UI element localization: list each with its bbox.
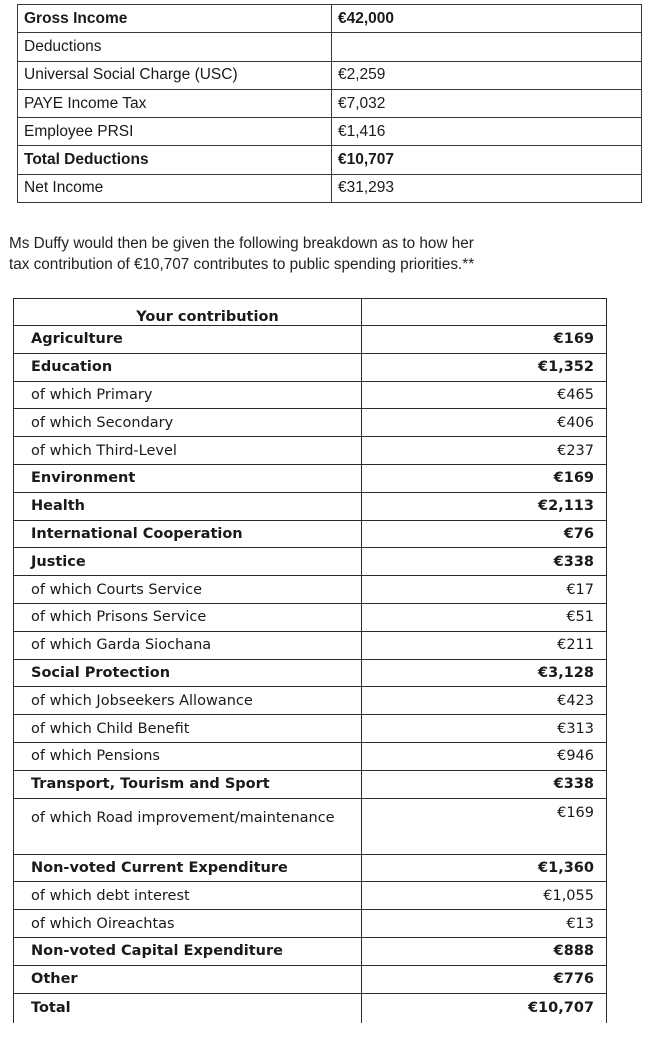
row-label: Environment: [14, 464, 362, 492]
table-row: [14, 742, 607, 770]
row-value: €946: [362, 742, 607, 770]
row-label: Deductions: [18, 33, 332, 61]
row-label: Non-voted Current Expenditure: [14, 854, 362, 882]
row-label: of which Child Benefit: [14, 715, 362, 743]
row-value: €338: [362, 770, 607, 798]
row-label: International Cooperation: [14, 520, 362, 548]
table-row: [14, 409, 607, 437]
row-value: €42,000: [332, 5, 642, 33]
row-label: Transport, Tourism and Sport: [14, 770, 362, 798]
row-label: of which Jobseekers Allowance: [14, 687, 362, 715]
row-label: of which Secondary: [14, 409, 362, 437]
paragraph-line-1: Ms Duffy would then be given the following breakdown as to how her: [9, 235, 474, 252]
row-value: €423: [362, 687, 607, 715]
row-label: Health: [14, 492, 362, 520]
table-row: [14, 326, 607, 354]
breakdown-intro-paragraph: [9, 233, 639, 275]
row-value: €2,259: [332, 61, 642, 89]
row-value: €776: [362, 965, 607, 993]
table-row-total: [14, 993, 607, 1023]
row-label: of which Pensions: [14, 742, 362, 770]
row-value: €338: [362, 548, 607, 576]
row-label: of which Oireachtas: [14, 910, 362, 938]
table-row: [18, 5, 642, 33]
table-row: [14, 715, 607, 743]
table-row: [14, 910, 607, 938]
row-label: Net Income: [18, 174, 332, 202]
row-label: Justice: [14, 548, 362, 576]
row-value: €237: [362, 437, 607, 465]
row-value: €76: [362, 520, 607, 548]
table-row: [14, 798, 607, 854]
row-value: €10,707: [362, 993, 607, 1023]
row-value: €3,128: [362, 659, 607, 687]
table-header-row: [14, 299, 607, 326]
row-label: of which Garda Siochana: [14, 631, 362, 659]
row-value: €406: [362, 409, 607, 437]
row-label: Universal Social Charge (USC): [18, 61, 332, 89]
row-label: Gross Income: [18, 5, 332, 33]
table-row: [14, 687, 607, 715]
row-value: €10,707: [332, 146, 642, 174]
row-value: €7,032: [332, 89, 642, 117]
row-value: €13: [362, 910, 607, 938]
row-label: of which Primary: [14, 381, 362, 409]
table-row: [14, 576, 607, 604]
table-row: [14, 659, 607, 687]
row-value: €169: [362, 798, 607, 854]
row-value: €51: [362, 603, 607, 631]
contribution-table: [13, 298, 607, 1023]
income-summary-table: [17, 4, 642, 203]
row-label: Social Protection: [14, 659, 362, 687]
row-label: of which debt interest: [14, 882, 362, 910]
table-row: [18, 174, 642, 202]
table-row: [18, 33, 642, 61]
table-row: [18, 118, 642, 146]
header-your-contribution: Your contribution: [14, 299, 362, 326]
row-label: of which Road improvement/maintenance: [14, 798, 362, 854]
row-value: €2,113: [362, 492, 607, 520]
row-value: €1,360: [362, 854, 607, 882]
row-value: €465: [362, 381, 607, 409]
row-label: Total Deductions: [18, 146, 332, 174]
table-row: [14, 437, 607, 465]
table-row: [18, 146, 642, 174]
table-row: [14, 631, 607, 659]
table-row: [14, 492, 607, 520]
row-label: of which Third-Level: [14, 437, 362, 465]
row-value: €1,352: [362, 353, 607, 381]
row-value: €888: [362, 937, 607, 965]
row-value: €17: [362, 576, 607, 604]
table-row: [18, 89, 642, 117]
table-row: [14, 882, 607, 910]
row-label: Education: [14, 353, 362, 381]
row-label: Agriculture: [14, 326, 362, 354]
row-label: Non-voted Capital Expenditure: [14, 937, 362, 965]
row-value: €169: [362, 464, 607, 492]
table-row: [14, 937, 607, 965]
table-row: [14, 603, 607, 631]
row-value: €169: [362, 326, 607, 354]
table-row: [14, 520, 607, 548]
row-value: €313: [362, 715, 607, 743]
table-row: [14, 965, 607, 993]
table-row: [14, 770, 607, 798]
row-label: Employee PRSI: [18, 118, 332, 146]
row-label: of which Courts Service: [14, 576, 362, 604]
row-value: €1,055: [362, 882, 607, 910]
table-row: [14, 353, 607, 381]
row-value: €1,416: [332, 118, 642, 146]
table-row: [14, 464, 607, 492]
row-label: of which Prisons Service: [14, 603, 362, 631]
table-row: [14, 381, 607, 409]
row-label: Total: [14, 993, 362, 1023]
row-value: €211: [362, 631, 607, 659]
paragraph-line-2: tax contribution of €10,707 contributes to public spending priorities.**: [9, 256, 475, 273]
row-label: PAYE Income Tax: [18, 89, 332, 117]
table-row: [14, 854, 607, 882]
table-row: [18, 61, 642, 89]
row-value: €31,293: [332, 174, 642, 202]
row-value: [332, 33, 642, 61]
row-label: Other: [14, 965, 362, 993]
header-empty-cell: [362, 299, 607, 326]
table-row: [14, 548, 607, 576]
